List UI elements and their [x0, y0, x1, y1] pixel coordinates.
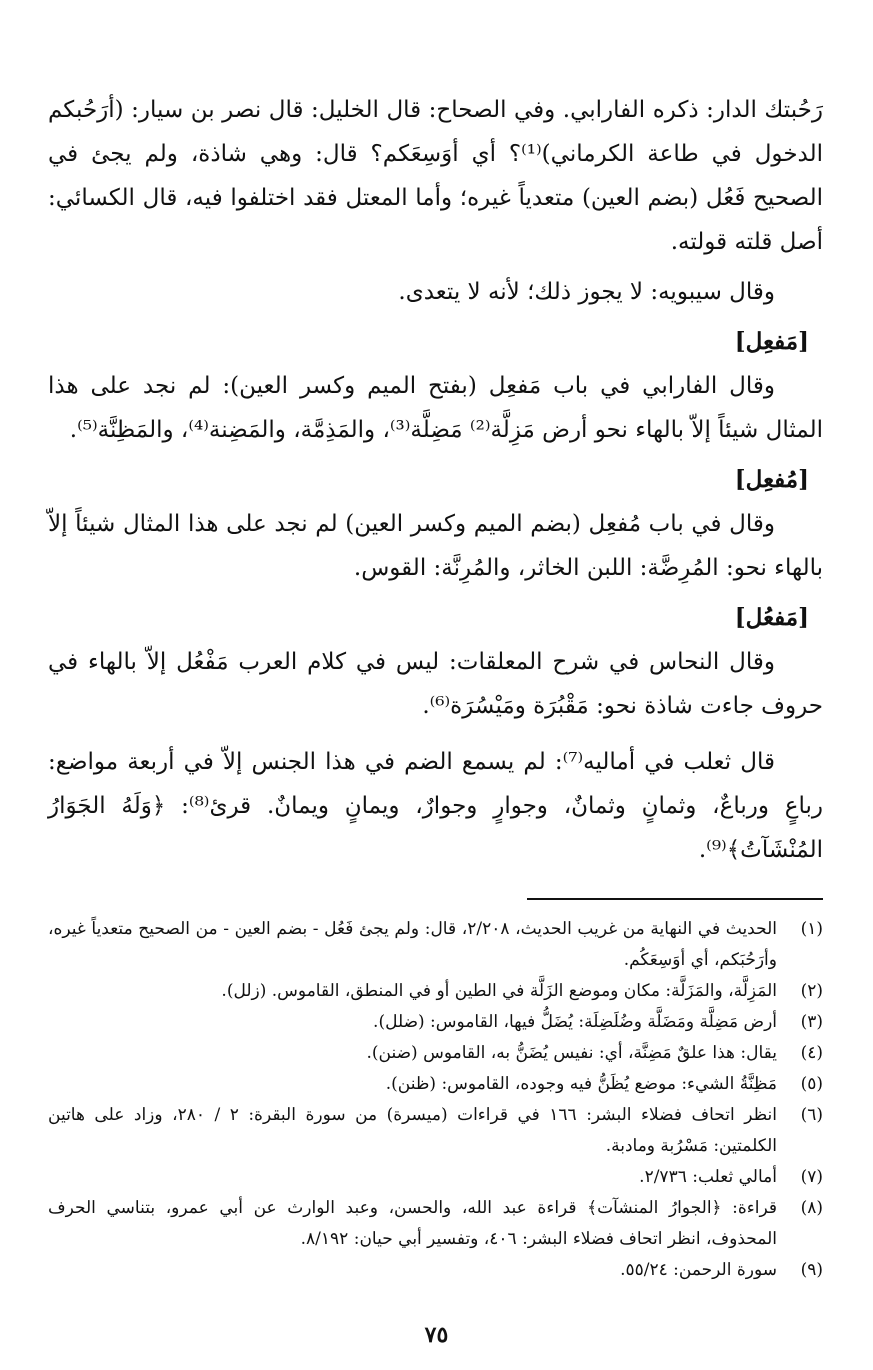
section-heading-mafil	[48, 320, 823, 364]
footnote-text: الحديث في النهاية من غريب الحديث، ٢/٢٠٨، قال: ولم يجئ فَعُل - بضم العين - من الصحيح متعدياً غيره، وأرَحُبَكم، أي أوَسِعَكُم.	[48, 919, 777, 970]
paragraph-3: وقال الفارابي في باب مَفعِل (بفتح الميم وكسر العين): لم نجد على هذا المثال شيئاً إلاّ بالهاء نحو أرض مَزِلَّة⁽²⁾ مَضِلَّة⁽³⁾، والمَذِمَّة، والمَضِنة⁽⁴⁾، والمَظِنَّة⁽⁵⁾.	[48, 373, 823, 443]
footnote-text: انظر اتحاف فضلاء البشر: ١٦٦ في قراءات (ميسرة) من سورة البقرة: ٢ / ٢٨٠، وزاد على هاتين الكلمتين: مَسْرُبة ومادبة.	[48, 1105, 777, 1156]
section-heading-mufil	[48, 458, 823, 502]
footnote-text: سورة الرحمن: ٥٥/٢٤.	[620, 1260, 777, 1280]
footnote-text: قراءة: ﴿الجوارُ المنشآت﴾ قراءة عبد الله، والحسن، وعبد الوارث عن أبي عمرو، بتناسي الحرف المحذوف، انظر اتحاف فضلاء البشر: ٤٠٦، وتفسير أبي حيان: ٨/١٩٢.	[48, 1198, 777, 1249]
footnotes	[48, 914, 823, 1286]
footnote-7	[48, 1162, 823, 1193]
footnote-5	[48, 1069, 823, 1100]
footnote-2	[48, 976, 823, 1007]
footnote-3	[48, 1007, 823, 1038]
paragraph-1: رَحُبتك الدار: ذكره الفارابي. وفي الصحاح: قال الخليل: قال نصر بن سيار: (أرَحُبكم الدخول في طاعة الكرماني)⁽¹⁾؟ أي أوَسِعَكم؟ قال: وهي شاذة، ولم يجئ في الصحيح فَعُل (بضم العين) متعدياً غيره؛ وأما المعتل فقد اختلفوا فيه، قال الكسائي: أصل قلته قولته.	[48, 97, 824, 255]
footnote-8	[48, 1193, 823, 1255]
footnote-number: (١)	[800, 919, 823, 939]
footnote-separator	[527, 898, 823, 900]
footnote-4	[48, 1038, 823, 1069]
footnote-number: (٥)	[800, 1074, 823, 1094]
footnote-text: يقال: هذا علقٌ مَضِنَّة، أي: نفيس يُضَنُّ به، القاموس (ضنن).	[366, 1043, 777, 1063]
footnote-number: (٩)	[800, 1260, 823, 1280]
footnote-number: (٢)	[800, 981, 823, 1001]
footnote-text: مَظِنَّةُ الشيء: موضع يُظَنُّ فيه وجوده، القاموس: (ظنن).	[385, 1074, 777, 1094]
main-text	[48, 88, 823, 872]
heading-text: [مَفعِل]	[734, 328, 809, 355]
footnote-number: (٨)	[800, 1198, 823, 1218]
footnote-9	[48, 1255, 823, 1286]
footnote-number: (٧)	[800, 1167, 823, 1187]
footnote-number: (٦)	[800, 1105, 823, 1125]
footnote-1	[48, 914, 823, 976]
page-number: ٧٥	[424, 1322, 449, 1348]
paragraph-5: وقال النحاس في شرح المعلقات: ليس في كلام العرب مَفْعُل إلاّ بالهاء في حروف جاءت شاذة نحو: مَقْبُرَة ومَيْسُرَة⁽⁶⁾.	[48, 649, 823, 719]
heading-text: [مَفعُل]	[734, 604, 809, 631]
section-heading-mafel	[48, 596, 823, 640]
heading-text: [مُفعِل]	[734, 466, 809, 493]
footnote-text: المَزِلَّة، والمَزَلَّة: مكان وموضع الزَلَّة في الطين أو في المنطق، القاموس. (زلل).	[221, 981, 777, 1001]
footnote-number: (٤)	[800, 1043, 823, 1063]
footnote-number: (٣)	[800, 1012, 823, 1032]
footnote-text: أرض مَضِلَّة ومَضَلَّة وضُلَضِلَة: يُضَلُّ فيها، القاموس: (ضلل).	[373, 1012, 777, 1032]
footnote-6	[48, 1100, 823, 1162]
paragraph-6: قال ثعلب في أماليه⁽⁷⁾: لم يسمع الضم في هذا الجنس إلاّ في أربعة مواضع: رباعٍ ورباعٌ، وثمانٍ وثمانٌ، وجوارٍ وجوارٌ، ويمانٍ ويمانٌ. قرئ⁽⁸⁾: ﴿وَلَهُ الجَوَارُ المُنْشَآتُ﴾⁽⁹⁾.	[48, 749, 823, 863]
paragraph-4: وقال في باب مُفعِل (بضم الميم وكسر العين) لم نجد على هذا المثال شيئاً إلاّ بالهاء نحو: المُرِضَّة: اللبن الخاثر، والمُرِنَّة: القوس.	[48, 511, 823, 581]
paragraph-2: وقال سيبويه: لا يجوز ذلك؛ لأنه لا يتعدى.	[398, 279, 775, 305]
footnote-text: أمالي ثعلب: ٢/٧٣٦.	[639, 1167, 777, 1187]
